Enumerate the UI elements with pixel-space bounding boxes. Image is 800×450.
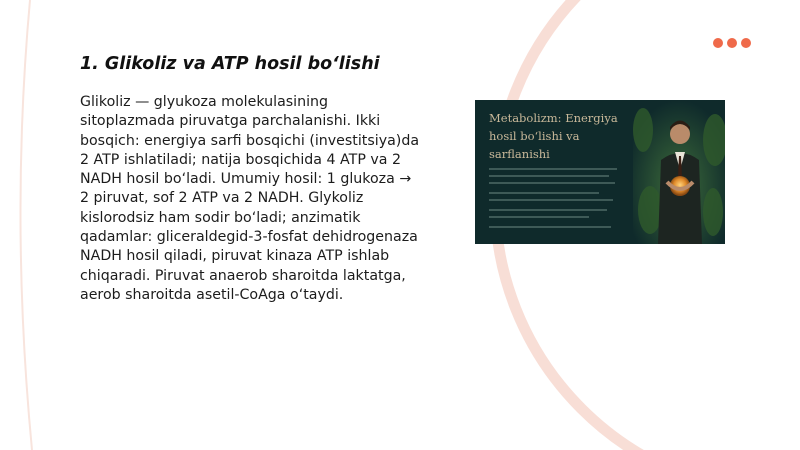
slide-thumbnail-image xyxy=(475,100,725,244)
dot xyxy=(727,38,737,48)
slide-title: 1. Glikoliz va ATP hosil bo‘lishi xyxy=(80,54,380,74)
slide-body-text: Glikoliz — glyukoza molekulasining sitoplazmada piruvatga parchalanishi. Ikki bosqich: energiya sarfi bosqichi (investitsiya)da 2 ATP ishlatiladi; natija bosqichida 4 ATP va 2 NADH hosil bo‘ladi. Umumiy hosil: 1 glukoza → 2 piruvat, sof 2 ATP va 2 NADH. Glykoliz kislorodsiz ham sodir bo‘ladi; anzimatik qadamlar: gliceraldegid-3-fosfat dehidrogenaza NADH hosil qiladi, piruvat kinaza ATP ishlab chiqaradi. Piruvat anaerob sharoitda laktatga, aerob sharoitda asetil-CoAga o‘taydi. xyxy=(80,94,420,303)
three-dots-icon xyxy=(713,38,751,48)
dot xyxy=(741,38,751,48)
thumbnail-title: Metabolizm: Energiya hosil bo‘lishi va sarflanishi xyxy=(489,111,618,161)
dot xyxy=(713,38,723,48)
